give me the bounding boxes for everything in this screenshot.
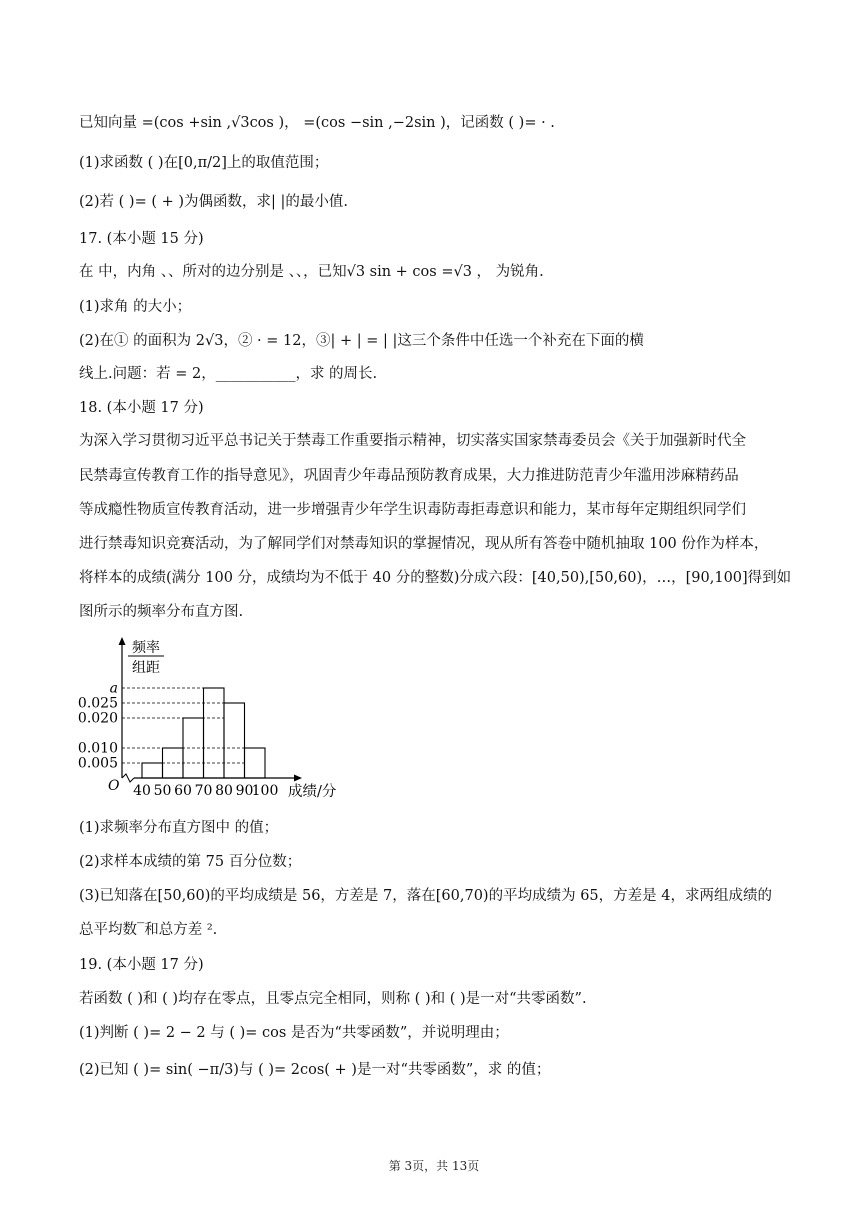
y-tick-label: 0.010 [77, 740, 118, 757]
text-line: 进行禁毒知识竞赛活动，为了解同学们对禁毒知识的掌握情况，现从所有答卷中随机抽取 100 份作为样本， [79, 536, 769, 552]
x-tick-label: 70 [194, 783, 213, 799]
histogram-bar [204, 688, 225, 778]
x-tick-label: 90 [235, 783, 254, 799]
text-line: 等成瘾性物质宣传教育活动，进一步增强青少年学生识毒防毒拒毒意识和能力，某市每年定期组织同学们 [79, 502, 746, 518]
text-line: 民禁毒宣传教育工作的指导意见》，巩固青少年毒品预防教育成果，大力推进防范青少年滥用涉麻精药品 [79, 468, 739, 484]
y-tick-label: a [109, 680, 118, 697]
frequency-histogram [60, 625, 360, 810]
text-line: 线上.问题：若 = 2，___________，求 的周长. [79, 366, 378, 382]
y-axis-label-denominator: 组距 [132, 660, 160, 676]
histogram-bar [245, 748, 266, 778]
x-tick-label: 60 [174, 783, 192, 799]
text-line: (2)求样本成绩的第 75 百分位数； [79, 854, 302, 870]
text-line: (1)求频率分布直方图中 的值； [79, 820, 279, 836]
text-line: (3)已知落在[50,60)的平均成绩是 56，方差是 7，落在[60,70)的平均成绩为 65，方差是 4，求两组成绩的 [79, 888, 772, 904]
question-heading: 19. (本小题 17 分) [79, 957, 204, 973]
text-line: 图所示的频率分布直方图. [79, 604, 244, 620]
x-tick-label: 50 [153, 783, 172, 799]
x-axis-arrow [294, 775, 302, 782]
text-line: 在 中，内角 、、所对的边分别是 、、，已知√3 sin + cos =√3 ， 为锐角. [79, 264, 544, 280]
question-heading: 17. (本小题 15 分) [79, 231, 204, 247]
origin-label: O [108, 778, 120, 794]
y-tick-label: 0.025 [77, 695, 118, 712]
text-line: (2)若 ( )= ( + )为偶函数，求| |的最小值. [79, 194, 348, 210]
y-tick-label: 0.005 [77, 755, 118, 772]
x-axis-label: 成绩/分 [288, 784, 337, 800]
text-line: 为深入学习贯彻习近平总书记关于禁毒工作重要指示精神，切实落实国家禁毒委员会《关于加强新时代全 [79, 433, 746, 449]
histogram-bar [142, 763, 163, 778]
text-line: 已知向量 =(cos +sin ,√3cos )， =(cos −sin ,−2sin )，记函数 ( )= · . [79, 115, 555, 131]
x-tick-label: 40 [133, 783, 151, 799]
y-tick-label: 0.020 [77, 710, 118, 727]
text-line: (1)求函数 ( )在[0,π/2]上的取值范围； [79, 155, 329, 171]
x-tick-label: 80 [215, 783, 233, 799]
question-heading: 18. (本小题 17 分) [79, 400, 204, 416]
x-axis-break [122, 774, 134, 782]
page-footer: 第 3页，共 13页 [388, 1159, 480, 1173]
x-tick-label: 100 [251, 783, 279, 799]
histogram-bar [224, 703, 245, 778]
text-line: 总平均数‾和总方差 ². [79, 922, 218, 938]
text-line: (1)求角 的大小； [79, 299, 192, 315]
text-line: 将样本的成绩(满分 100 分，成绩均为不低于 40 分的整数)分成六段：[40,50),[50,60)，…，[90,100]得到如 [79, 570, 792, 586]
text-line: (1)判断 ( )= 2 − 2 与 ( )= cos 是否为“共零函数”，并说明理由； [79, 1025, 509, 1041]
text-line: 若函数 ( )和 ( )均存在零点，且零点完全相同，则称 ( )和 ( )是一对“共零函数”. [79, 991, 587, 1007]
text-line: (2)在① 的面积为 2√3，② · = 12，③| + | = | |这三个条件中任选一个补充在下面的横 [79, 333, 644, 349]
y-axis-label-numerator: 频率 [132, 640, 160, 656]
y-axis-arrow [119, 637, 126, 645]
text-line: (2)已知 ( )= sin( −π/3)与 ( )= 2cos( + )是一对“共零函数”，求 的值； [79, 1062, 551, 1078]
